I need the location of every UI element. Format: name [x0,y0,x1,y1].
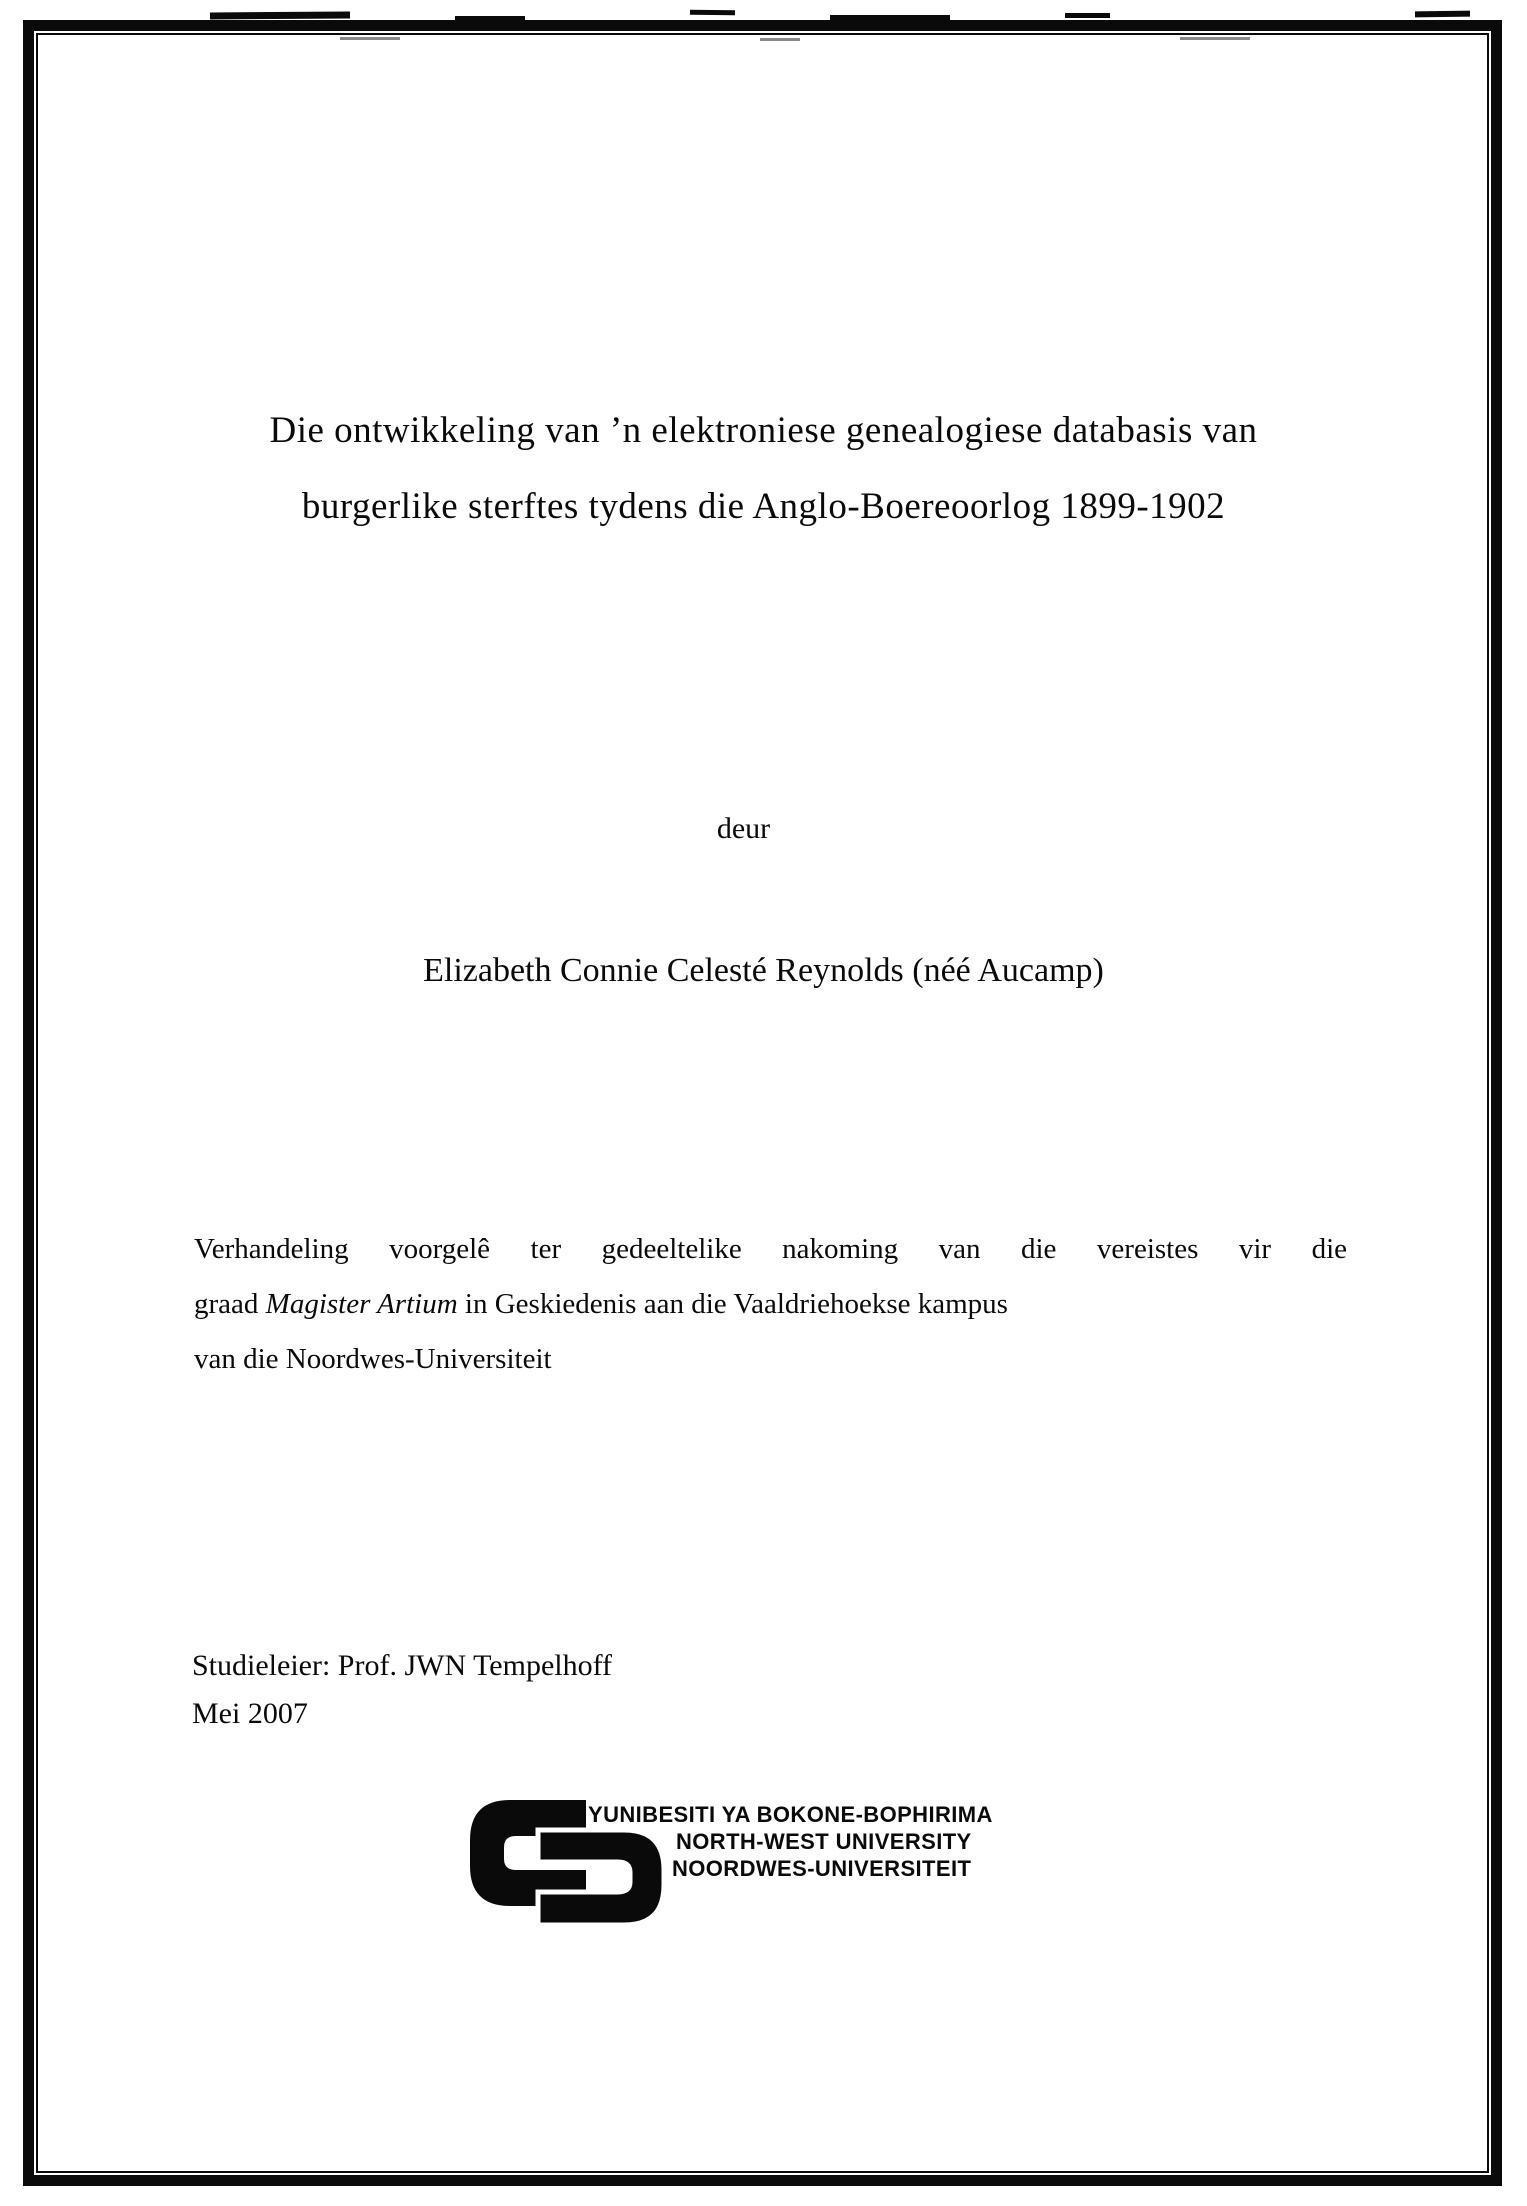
degree-statement-line2-suffix: in Geskiedenis aan die Vaaldriehoekse kampus [457,1288,1008,1320]
supervisor-block [192,1642,612,1738]
scan-artifact [1065,13,1110,18]
author-name: Elizabeth Connie Celesté Reynolds (néé Aucamp) [423,952,1104,989]
logo-text-english: NORTH-WEST UNIVERSITY [676,1829,972,1854]
degree-statement-line1: Verhandeling voorgelê ter gedeeltelike nakoming van die vereistes vir die [194,1233,1347,1265]
scan-artifact [690,10,735,15]
supervisor-line: Studieleier: Prof. JWN Tempelhoff [192,1649,613,1682]
thesis-title [140,393,1387,545]
degree-statement-line3: van die Noordwes-Universiteit [194,1343,552,1375]
scan-artifact [1415,11,1470,18]
date-line: Mei 2007 [192,1697,308,1730]
degree-statement-line2-prefix: graad [194,1288,266,1320]
logo-text-setswana: YUNIBESITI YA BOKONE-BOPHIRIMA [588,1802,993,1827]
degree-statement [194,1222,1347,1387]
degree-statement-line2 [194,1277,1347,1332]
scan-artifact [210,12,350,20]
thesis-title-line2: burgerlike sterftes tydens die Anglo-Boereoorlog 1899-1902 [301,486,1226,527]
university-logo-text [588,1801,993,1882]
byline-label: deur [716,812,771,845]
thesis-title-line1: Die ontwikkeling van ’n elektroniese genealogiese databasis van [269,410,1258,451]
degree-name-italic: Magister Artium [265,1288,458,1320]
logo-text-afrikaans: NOORDWES-UNIVERSITEIT [672,1856,972,1881]
